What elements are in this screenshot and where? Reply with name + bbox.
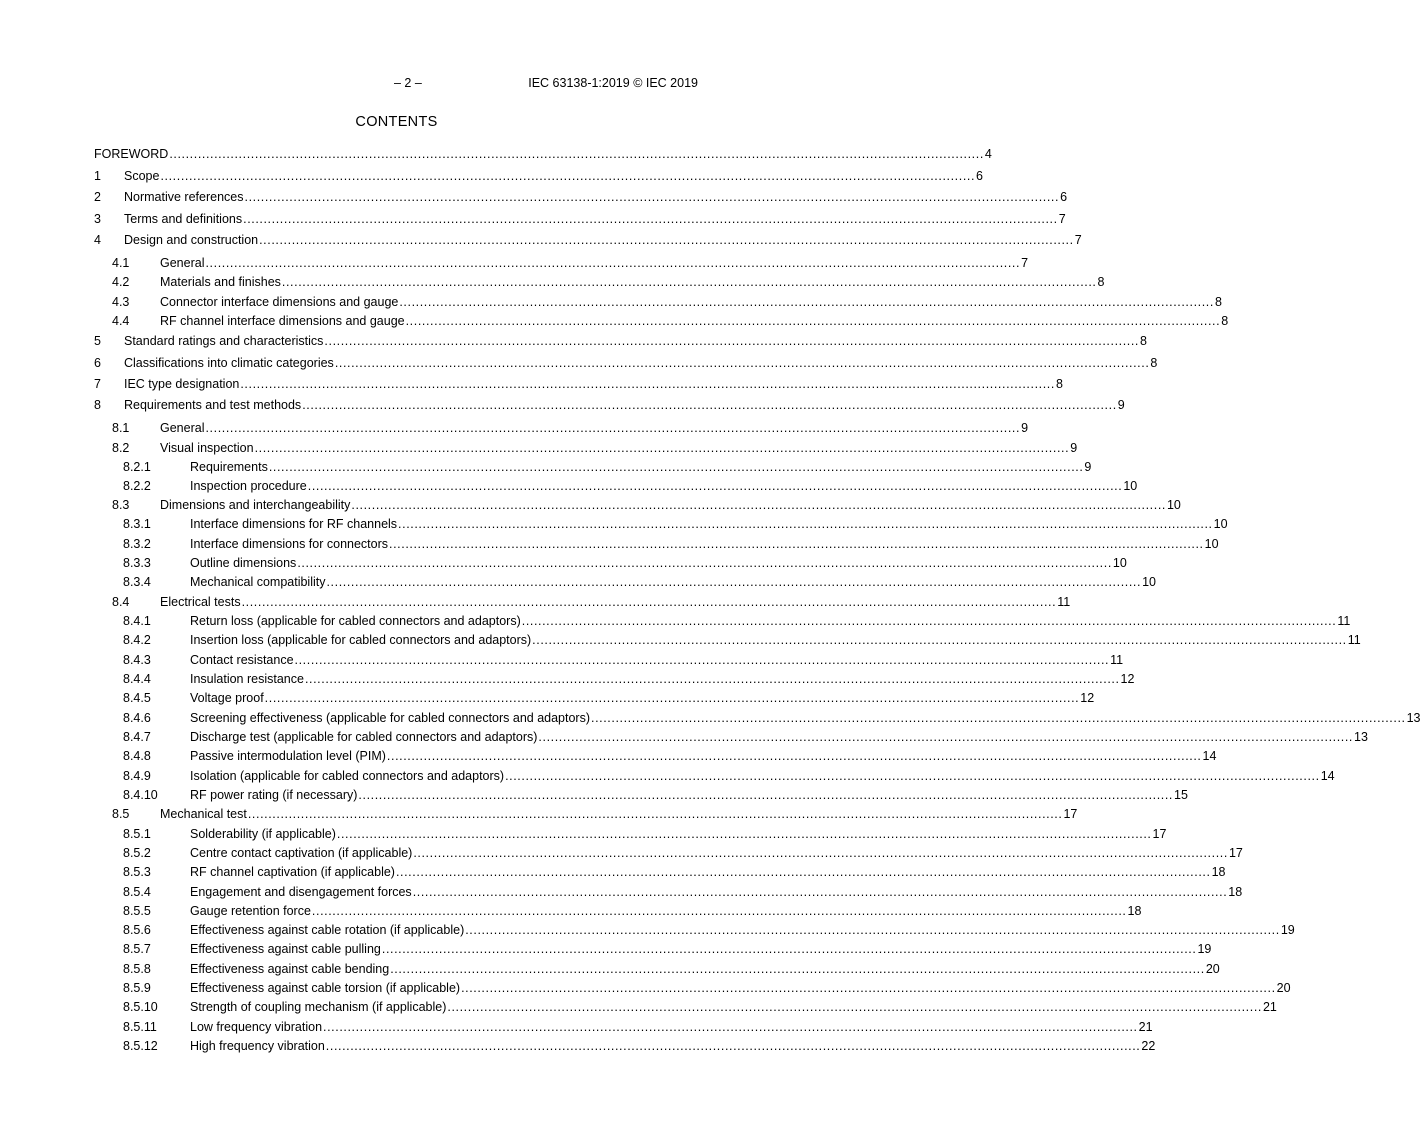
dot-leader: ........................................................................................................................................................................................................ [294,653,1110,667]
toc-entry-page: 9 [1021,421,1029,435]
toc-entry-number: 8.4.8 [123,749,151,763]
toc-entry-number: 8.3 [112,498,130,512]
toc-entry-number: 8.4.10 [123,788,158,802]
toc-entry-title: Materials and finishes [160,275,281,289]
dot-leader: ........................................................................................................................................................................................................ [591,711,1406,725]
toc-entry[interactable] [94,459,1092,475]
dot-leader: ........................................................................................................................................................................................................ [169,147,984,161]
dot-leader: ........................................................................................................................................................................................................ [532,633,1347,647]
toc-entry-page: 10 [1213,517,1228,531]
toc-entry-title: Solderability (if applicable) [190,827,336,841]
toc-entry[interactable] [94,710,1421,726]
toc-entry-title: General [160,421,205,435]
toc-entry-number: 8.5.12 [123,1039,158,1053]
toc-entry-number: 8.5.9 [123,981,151,995]
toc-entry-page: 8 [1055,377,1063,391]
toc-entry-page: 11 [1110,653,1124,667]
toc-entry-title: RF channel captivation (if applicable) [190,865,395,879]
toc-entry-number: 1 [94,169,101,183]
dot-leader: ........................................................................................................................................................................................................ [405,314,1221,328]
toc-entry-page: 10 [1112,556,1127,570]
toc-entry-title: Dimensions and interchangeability [160,498,351,512]
toc-entry-number: 8.5.6 [123,923,151,937]
toc-entry-number: 8.5.7 [123,942,151,956]
toc-entry-title: Centre contact captivation (if applicable) [190,846,413,860]
toc-entry-number: 8.2 [112,441,130,455]
toc-entry-number: 8.3.3 [123,556,151,570]
dot-leader: ........................................................................................................................................................................................................ [413,846,1228,860]
toc-entry-page: 17 [1228,846,1243,860]
toc-entry-title: Terms and definitions [124,212,243,226]
toc-entry[interactable] [94,146,992,162]
toc-entry-title: Screening effectiveness (applicable for cabled connectors and adaptors) [190,711,591,725]
toc-entry-page: 11 [1347,633,1361,647]
toc-entry-number: 8.4.9 [123,769,151,783]
toc-entry[interactable] [94,274,1105,290]
toc-entry-page: 21 [1138,1020,1153,1034]
toc-entry[interactable] [94,376,1063,392]
toc-entry-page: 11 [1337,614,1351,628]
toc-entry-title: Electrical tests [160,595,241,609]
toc-entry-title: Inspection procedure [190,479,307,493]
toc-entry[interactable] [94,690,1095,706]
toc-entry-title: Effectiveness against cable pulling [190,942,381,956]
toc-entry-page: 10 [1204,537,1219,551]
contents-heading: CONTENTS [355,114,438,130]
toc-entry[interactable] [94,255,1029,271]
toc-entry-page: 18 [1228,885,1243,899]
toc-entry-number: 6 [94,356,101,370]
toc-entry-page: 8 [1140,334,1147,348]
toc-entry-number: 8.4 [112,595,130,609]
dot-leader: ........................................................................................................................................................................................................ [244,190,1060,204]
toc-entry-page: 15 [1174,788,1188,802]
toc-entry-number: 8.4.3 [123,653,151,667]
toc-entry-number: 8.4.2 [123,633,151,647]
dot-leader: ........................................................................................................................................................................................................ [264,691,1080,705]
toc-entry[interactable] [94,748,1217,764]
dot-leader: ........................................................................................................................................................................................................ [324,334,1140,348]
toc-entry-title: Standard ratings and characteristics [124,334,324,348]
dot-leader: ........................................................................................................................................................................................................ [386,749,1202,763]
toc-entry[interactable] [94,294,1222,310]
toc-entry[interactable] [94,313,1229,329]
toc-entry-title: Return loss (applicable for cabled connectors and adaptors) [190,614,521,628]
toc-entry-page: 12 [1080,691,1095,705]
toc-entry-number: 8.4.1 [123,614,151,628]
dot-leader: ........................................................................................................................................................................................................ [243,212,1058,226]
dot-leader: ........................................................................................................................................................................................................ [334,356,1150,370]
toc-entry-title: Outline dimensions [190,556,297,570]
toc-entry-number: 8.1 [112,421,130,435]
toc-entry-number: 8.5.4 [123,885,151,899]
toc-entry[interactable] [94,826,1167,842]
toc-entry-number: 8.3.1 [123,517,151,531]
toc-entry[interactable] [94,961,1220,977]
toc-entry[interactable] [94,787,1188,803]
toc-entry-page: 21 [1262,1000,1277,1014]
toc-entry-number: 5 [94,334,101,348]
toc-entry-title: Connector interface dimensions and gauge [160,295,399,309]
toc-entry-title: Passive intermodulation level (PIM) [190,749,386,763]
toc-entry-page: 6 [1060,190,1068,204]
toc-entry-title: Low frequency vibration [190,1020,323,1034]
dot-leader: ........................................................................................................................................................................................................ [447,1000,1262,1014]
toc-entry-page: 4 [984,147,992,161]
toc-entry[interactable] [94,999,1277,1015]
toc-entry-title: High frequency vibration [190,1039,325,1053]
toc-entry-title: Insertion loss (applicable for cabled connectors and adaptors) [190,633,532,647]
toc-entry-number: 2 [94,190,101,204]
toc-entry-page: 8 [1214,295,1222,309]
toc-entry[interactable] [94,168,983,184]
toc-entry[interactable] [94,440,1078,456]
toc-entry-number: 4.2 [112,275,130,289]
dot-leader: ........................................................................................................................................................................................................ [326,575,1142,589]
toc-entry-title: RF power rating (if necessary) [190,788,358,802]
toc-entry[interactable] [94,884,1243,900]
toc-entry-page: 19 [1280,923,1295,937]
dot-leader: ........................................................................................................................................................................................................ [465,923,1280,937]
toc-entry-page: 20 [1205,962,1220,976]
toc-entry-number: 8.5.1 [123,827,151,841]
toc-entry-page: 10 [1142,575,1156,589]
toc-entry-page: 10 [1166,498,1181,512]
toc-entry-title: Classifications into climatic categories [124,356,334,370]
page-number: – 2 – [394,76,422,90]
toc-entry-page: 18 [1127,904,1142,918]
toc-entry-number: 4.1 [112,256,130,270]
dot-leader: ........................................................................................................................................................................................................ [389,537,1204,551]
dot-leader: ........................................................................................................................................................................................................ [398,517,1213,531]
toc-entry[interactable] [94,922,1295,938]
dot-leader: ........................................................................................................................................................................................................ [381,942,1197,956]
toc-entry-title: Requirements and test methods [124,398,302,412]
toc-entry-page: 19 [1197,942,1212,956]
toc-entry[interactable] [94,845,1243,861]
dot-leader: ........................................................................................................................................................................................................ [323,1020,1138,1034]
toc-entry-title: Requirements [190,460,268,474]
toc-entry-page: 17 [1063,807,1078,821]
toc-entry-number: 4.3 [112,295,130,309]
dot-leader: ........................................................................................................................................................................................................ [336,827,1152,841]
dot-leader: ........................................................................................................................................................................................................ [358,788,1174,802]
dot-leader: ........................................................................................................................................................................................................ [351,498,1166,512]
toc-entry-page: 11 [1057,595,1071,609]
toc-entry-number: 8.5.11 [123,1020,157,1034]
toc-entry-title: Gauge retention force [190,904,311,918]
dot-leader: ........................................................................................................................................................................................................ [205,421,1021,435]
toc-entry[interactable] [94,768,1335,784]
toc-entry-page: 9 [1070,441,1078,455]
toc-entry-number: 8.4.5 [123,691,151,705]
toc-entry-title: Strength of coupling mechanism (if applicable) [190,1000,447,1014]
dot-leader: ........................................................................................................................................................................................................ [307,479,1123,493]
toc-entry[interactable] [94,420,1029,436]
toc-entry-number: 4 [94,233,101,247]
toc-entry[interactable] [94,232,1082,248]
toc-entry-number: 8.2.2 [123,479,151,493]
dot-leader: ........................................................................................................................................................................................................ [311,904,1127,918]
toc-entry-number: 8.2.1 [123,460,151,474]
toc-entry-page: 8 [1097,275,1105,289]
toc-entry-number: 8.5.8 [123,962,151,976]
toc-entry-page: 6 [976,169,983,183]
toc-entry-title: Interface dimensions for RF channels [190,517,398,531]
dot-leader: ........................................................................................................................................................................................................ [240,377,1055,391]
toc-entry[interactable] [94,632,1361,648]
dot-leader: ........................................................................................................................................................................................................ [302,398,1117,412]
dot-leader: ........................................................................................................................................................................................................ [395,865,1211,879]
toc-entry[interactable] [94,189,1068,205]
toc-entry-number: 8.5 [112,807,130,821]
toc-entry-page: 7 [1058,212,1066,226]
toc-entry-page: 9 [1084,460,1092,474]
toc-entry-number: 8.5.2 [123,846,151,860]
toc-entry-number: 8.4.4 [123,672,151,686]
toc-entry-title: Visual inspection [160,441,254,455]
toc-entry-title: Design and construction [124,233,259,247]
toc-entry-page: 8 [1150,356,1158,370]
toc-entry-title: RF channel interface dimensions and gauge [160,314,405,328]
toc-entry[interactable] [94,652,1124,668]
toc-entry-page: 20 [1276,981,1291,995]
toc-entry[interactable] [94,1038,1156,1054]
toc-entry-page: 12 [1120,672,1135,686]
toc-entry[interactable] [94,980,1291,996]
dot-leader: ........................................................................................................................................................................................................ [259,233,1074,247]
toc-entry-number: 8.3.2 [123,537,151,551]
dot-leader: ........................................................................................................................................................................................................ [304,672,1120,686]
toc-entry-number: 8.5.3 [123,865,151,879]
toc-entry-page: 14 [1320,769,1335,783]
toc-entry-title: Isolation (applicable for cabled connectors and adaptors) [190,769,505,783]
toc-entry-number: 8.4.6 [123,711,151,725]
toc-entry-page: 13 [1406,711,1421,725]
toc-entry-title: Effectiveness against cable rotation (if applicable) [190,923,465,937]
toc-entry-number: 4.4 [112,314,130,328]
toc-entry[interactable] [94,555,1127,571]
toc-entry[interactable] [94,333,1147,349]
toc-entry-title: FOREWORD [94,147,169,161]
toc-entry[interactable] [94,497,1181,513]
toc-entry[interactable] [94,806,1078,822]
toc-entry[interactable] [94,594,1071,610]
dot-leader: ........................................................................................................................................................................................................ [254,441,1070,455]
toc-entry-title: Insulation resistance [190,672,304,686]
toc-entry-page: 14 [1202,749,1217,763]
toc-entry-title: Scope [124,169,160,183]
dot-leader: ........................................................................................................................................................................................................ [521,614,1337,628]
toc-entry-number: 8.5.10 [123,1000,158,1014]
toc-entry-number: 8.3.4 [123,575,151,589]
dot-leader: ........................................................................................................................................................................................................ [160,169,976,183]
toc-entry[interactable] [94,864,1226,880]
toc-entry[interactable] [94,516,1228,532]
toc-entry-page: 10 [1123,479,1138,493]
toc-entry-page: 7 [1074,233,1082,247]
toc-entry-title: Contact resistance [190,653,294,667]
toc-entry-title: General [160,256,205,270]
toc-entry[interactable] [94,397,1125,413]
dot-leader: ........................................................................................................................................................................................................ [268,460,1084,474]
toc-entry-number: 8.5.5 [123,904,151,918]
toc-entry-page: 22 [1141,1039,1156,1053]
dot-leader: ........................................................................................................................................................................................................ [281,275,1097,289]
toc-entry-page: 13 [1354,730,1368,744]
toc-entry-number: 3 [94,212,101,226]
toc-entry-title: Discharge test (applicable for cabled connectors and adaptors) [190,730,538,744]
toc-entry-title: Engagement and disengagement forces [190,885,412,899]
dot-leader: ........................................................................................................................................................................................................ [241,595,1057,609]
toc-entry-title: Mechanical compatibility [190,575,326,589]
toc-entry[interactable] [94,536,1219,552]
dot-leader: ........................................................................................................................................................................................................ [399,295,1214,309]
dot-leader: ........................................................................................................................................................................................................ [390,962,1205,976]
toc-entry-title: Effectiveness against cable torsion (if applicable) [190,981,461,995]
document-reference: IEC 63138-1:2019 © IEC 2019 [528,76,698,90]
dot-leader: ........................................................................................................................................................................................................ [505,769,1320,783]
toc-entry-page: 17 [1152,827,1167,841]
toc-entry-title: IEC type designation [124,377,240,391]
toc-entry-title: Voltage proof [190,691,264,705]
dot-leader: ........................................................................................................................................................................................................ [412,885,1228,899]
toc-entry-number: 8 [94,398,101,412]
toc-entry-page: 18 [1211,865,1226,879]
dot-leader: ........................................................................................................................................................................................................ [461,981,1276,995]
toc-entry-title: Normative references [124,190,244,204]
toc-entry-title: Effectiveness against cable bending [190,962,390,976]
toc-entry[interactable] [94,211,1066,227]
toc-entry[interactable] [94,574,1156,590]
toc-entry-page: 8 [1221,314,1229,328]
toc-entry-page: 9 [1117,398,1125,412]
toc-entry[interactable] [94,671,1135,687]
dot-leader: ........................................................................................................................................................................................................ [325,1039,1141,1053]
toc-entry[interactable] [94,613,1351,629]
toc-entry[interactable] [94,1019,1153,1035]
toc-entry[interactable] [94,355,1158,371]
toc-entry-title: Interface dimensions for connectors [190,537,389,551]
dot-leader: ........................................................................................................................................................................................................ [247,807,1063,821]
toc-entry-title: Mechanical test [160,807,247,821]
toc-entry[interactable] [94,903,1142,919]
toc-entry-page: 7 [1021,256,1029,270]
dot-leader: ........................................................................................................................................................................................................ [538,730,1354,744]
toc-entry[interactable] [94,729,1368,745]
toc-entry[interactable] [94,941,1212,957]
toc-entry-number: 7 [94,377,101,391]
dot-leader: ........................................................................................................................................................................................................ [205,256,1021,270]
toc-entry[interactable] [94,478,1138,494]
toc-entry-number: 8.4.7 [123,730,151,744]
dot-leader: ........................................................................................................................................................................................................ [297,556,1112,570]
